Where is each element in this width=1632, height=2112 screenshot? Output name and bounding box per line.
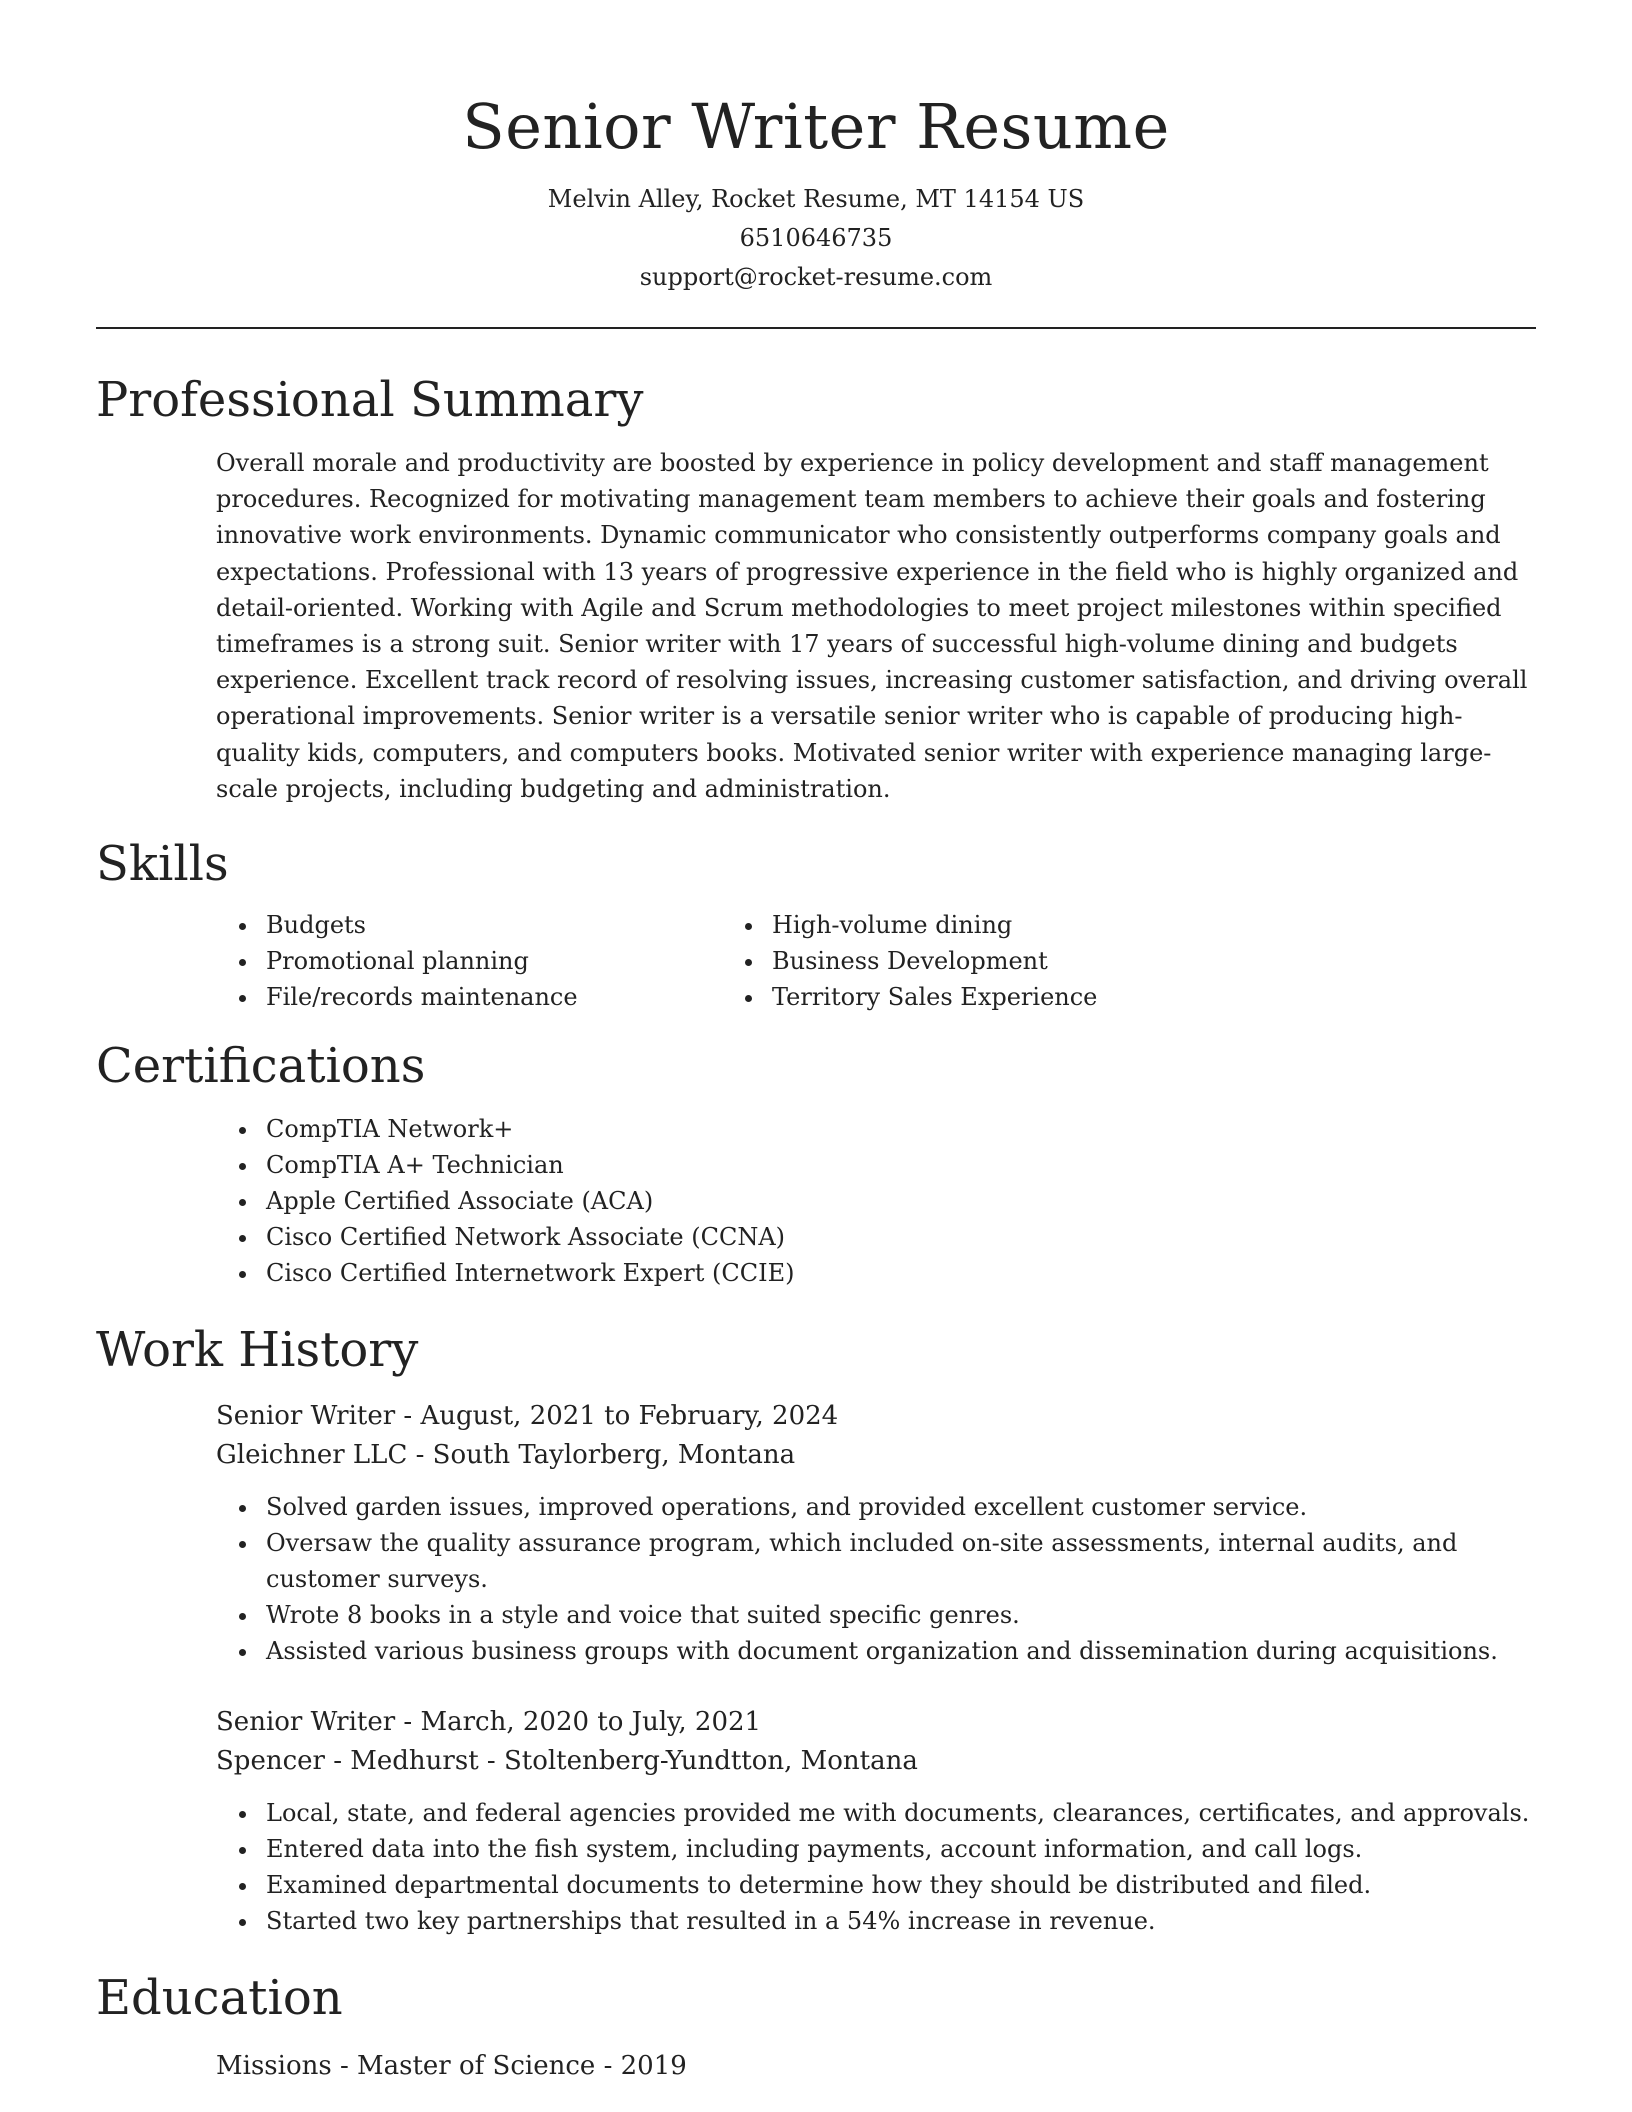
job-bullet: • Entered data into the fish system, including payments, account information, and call logs. [260,1831,1536,1867]
job-bullet: • Started two key partnerships that resulted in a 54% increase in revenue. [260,1903,1536,1939]
education-heading: Education [96,1970,343,2027]
certification-item: • Apple Certified Associate (ACA) [260,1183,1536,1219]
certification-item: • CompTIA A+ Technician [260,1147,1536,1183]
work-history-heading: Work History [96,1322,419,1379]
job-title-line: Senior Writer - August, 2021 to February, 2024 [216,1401,839,1432]
job-bullet: • Wrote 8 books in a style and voice that suited specific genres. [260,1597,1536,1633]
certifications-section [96,1033,1536,1291]
job-bullet: • Local, state, and federal agencies provided me with documents, clearances, certificates, and approvals. [260,1795,1536,1831]
job-entry [216,1397,1536,1669]
skills-section [96,831,1536,1015]
contact-phone: 6510646735 [739,224,893,252]
certifications-list [96,1111,1536,1291]
skill-item: • Business Development [766,943,1097,979]
job-bullets [216,1489,1536,1669]
job-entry [216,1703,1536,1939]
resume-title: Senior Writer Resume [462,90,1170,163]
skills-list-right [746,907,1097,1015]
certification-item: • Cisco Certified Network Associate (CCNA) [260,1219,1536,1255]
certification-item: • Cisco Certified Internetwork Expert (CCIE) [260,1255,1536,1291]
summary-text: Overall morale and productivity are boosted by experience in policy development and staff management procedures. Recognized for motivating management team members to achieve their goals and fostering innovative work environments. Dynamic communicator who consistently outperforms company goals and expectations. Professional with 13 years of progressive experience in the field who is highly organized and detail-oriented. Working with Agile and Scrum methodologies to meet project milestones within specified timeframes is a strong suit. Senior writer with 17 years of successful high-volume dining and budgets experience. Excellent track record of resolving issues, increasing customer satisfaction, and driving overall operational improvements. Senior writer is a versatile senior writer who is capable of producing high-quality kids, computers, and computers books. Motivated senior writer with experience managing large-scale projects, including budgeting and administration. [216,449,1528,803]
job-bullet: • Solved garden issues, improved operations, and provided excellent customer service. [260,1489,1536,1525]
resume-page [96,0,1536,2086]
skills-heading: Skills [96,836,229,893]
skill-item: • Promotional planning [260,943,746,979]
skills-columns [96,907,1536,1015]
certification-item: • CompTIA Network+ [260,1111,1536,1147]
education-section [96,1965,1536,2086]
contact-email: support@rocket-resume.com [639,263,993,291]
job-company-line: Gleichner LLC - South Taylorberg, Montana [216,1440,796,1471]
job-title-line: Senior Writer - March, 2020 to July, 2021 [216,1707,762,1738]
work-history-section [96,1317,1536,1939]
contact-address: Melvin Alley, Rocket Resume, MT 14154 US [547,185,1085,213]
summary-heading: Professional Summary [96,372,644,428]
certifications-heading: Certifications [96,1038,426,1095]
job-bullet: • Examined departmental documents to determine how they should be distributed and filed. [260,1867,1536,1903]
summary-section [96,367,1536,807]
education-entry: Missions - Master of Science - 2019 [216,2051,687,2082]
skill-item: • High-volume dining [766,907,1097,943]
skill-item: • File/records maintenance [260,979,746,1015]
contact-block [96,180,1536,297]
job-bullets [216,1795,1536,1939]
skills-list-left [96,907,746,1015]
skill-item: • Territory Sales Experience [766,979,1097,1015]
skill-item: • Budgets [260,907,746,943]
skills-right-wrap [746,907,1097,1015]
job-bullet: • Oversaw the quality assurance program, which included on-site assessments, internal audits, and customer surveys. [260,1525,1536,1597]
header-divider [96,327,1536,329]
job-company-line: Spencer - Medhurst - Stoltenberg-Yundtton, Montana [216,1746,918,1777]
job-bullet: • Assisted various business groups with document organization and dissemination during acquisitions. [260,1633,1536,1669]
